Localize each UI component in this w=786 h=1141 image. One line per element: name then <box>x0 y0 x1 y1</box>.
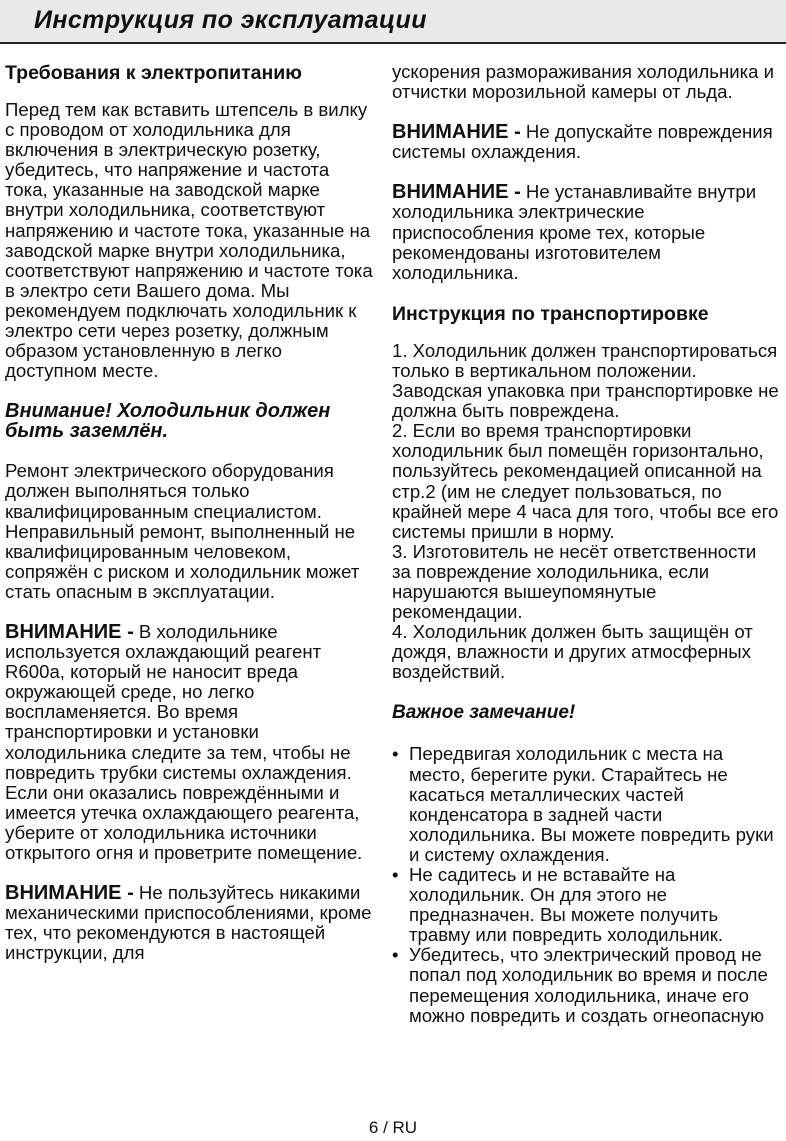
warning-text: В холодильнике используется охлаждающий реагент R600а, который не наносит вреда окружающей среде, но легко воспламеняется. Во время транспортировки и установки холодильника следите за тем, чтобы не повредить трубки системы охлаждения. Если они оказались повреждёнными и имеется утечка охлаждающего реагента, уберите от холодильника источники открытого огня и проветрите помещение. <box>5 620 363 863</box>
warning-electrical-devices <box>392 182 780 282</box>
warning-label: ВНИМАНИЕ - <box>5 882 134 905</box>
warning-text: Не пользуйтесь никакими механическими приспособлениями, кроме тех, что рекомендуются в настоящей инструкции, для <box>5 882 372 964</box>
page-title: Инструкция по эксплуатации <box>34 6 427 34</box>
continued-text: ускорения размораживания холодильника и отчистки морозильной камеры от льда. <box>392 61 775 103</box>
note-text: Убедитесь, что электрический провод не попал под холодильник во время и после перемещения холодильника, иначе его можно повредить и создать огнеопасную <box>409 944 768 1026</box>
transport-item: 2. Если во время транспортировки холодильник был помещён горизонтально, пользуйтесь рекомендацией описанной на стр.2 (им не следует пользоваться, по крайней мере 4 часа для того, чтобы все его системы пришли в норму. <box>392 420 779 542</box>
note-text: Не садитесь и не вставайте на холодильник. Он для этого не предназначен. Вы можете получить травму или повредить холодильник. <box>409 864 724 946</box>
bullet-icon: • <box>392 864 399 885</box>
warning-label: ВНИМАНИЕ - <box>392 181 521 204</box>
important-notes-list <box>392 744 780 1025</box>
list-item <box>392 744 780 865</box>
warning-label: ВНИМАНИЕ - <box>5 620 134 643</box>
important-note-title: Важное замечание! <box>392 702 576 724</box>
transport-title: Инструкция по транспортировке <box>392 302 709 325</box>
header-divider <box>0 42 786 44</box>
warning-cooling-system <box>392 122 780 162</box>
bullet-icon: • <box>392 743 399 765</box>
warning-refrigerant <box>5 622 377 863</box>
repair-text: Ремонт электрического оборудования должен выполняться только квалифицированным специалистом. Неправильный ремонт, выполненный не квалифицированным человеком, сопряжён с риском и холодильник может стать опасным в эксплуатации. <box>5 460 360 602</box>
list-item <box>392 865 780 945</box>
warning-text: Не устанавливайте внутри холодильника электрические приспособления кроме тех, которые рекомендованы изготовителем холодильника. <box>392 181 757 283</box>
grounding-warning: Внимание! Холодильник должен быть заземлён. <box>5 400 331 443</box>
page-number: 6 / RU <box>368 1118 418 1137</box>
left-column <box>5 62 377 963</box>
right-column <box>392 62 780 1026</box>
transport-item: 4. Холодильник должен быть защищён от дождя, влажности и других атмосферных воздействий. <box>392 621 753 683</box>
power-requirements-text: Перед тем как вставить штепсель в вилку с проводом от холодильника для включения в электрическую розетку, убедитесь, что напряжение и частота тока, указанные на заводской марке внутри холодильника, соответствуют напряжению и частоте тока, указанные на заводской марке внутри холодильника, соответствуют напряжению и частоте тока в электро сети Вашего дома. Мы рекомендуем подключать холодильник к электро сети через розетку, должным образом установленную в легко доступном месте. <box>5 99 373 382</box>
list-item <box>392 945 780 1025</box>
warning-text: Не допускайте повреждения системы охлаждения. <box>392 121 773 163</box>
bullet-icon: • <box>392 944 399 966</box>
power-requirements-title: Требования к электропитанию <box>5 62 302 84</box>
transport-item: 3. Изготовитель не несёт ответственности за повреждение холодильника, если нарушаются вышеупомянутые рекомендации. <box>392 540 757 623</box>
note-text: Передвигая холодильник с места на место, берегите руки. Старайтесь не касаться металлических частей конденсатора в задней части холодильника. Вы можете повредить руки и систему охлаждения. <box>409 743 774 865</box>
header-bar <box>0 0 786 42</box>
warning-mechanical-tools <box>5 883 377 963</box>
transport-item: 1. Холодильник должен транспортироваться только в вертикальном положении. Заводская упаковка при транспортировке не должна быть повреждена. <box>392 339 779 422</box>
warning-label: ВНИМАНИЕ - <box>392 121 521 144</box>
